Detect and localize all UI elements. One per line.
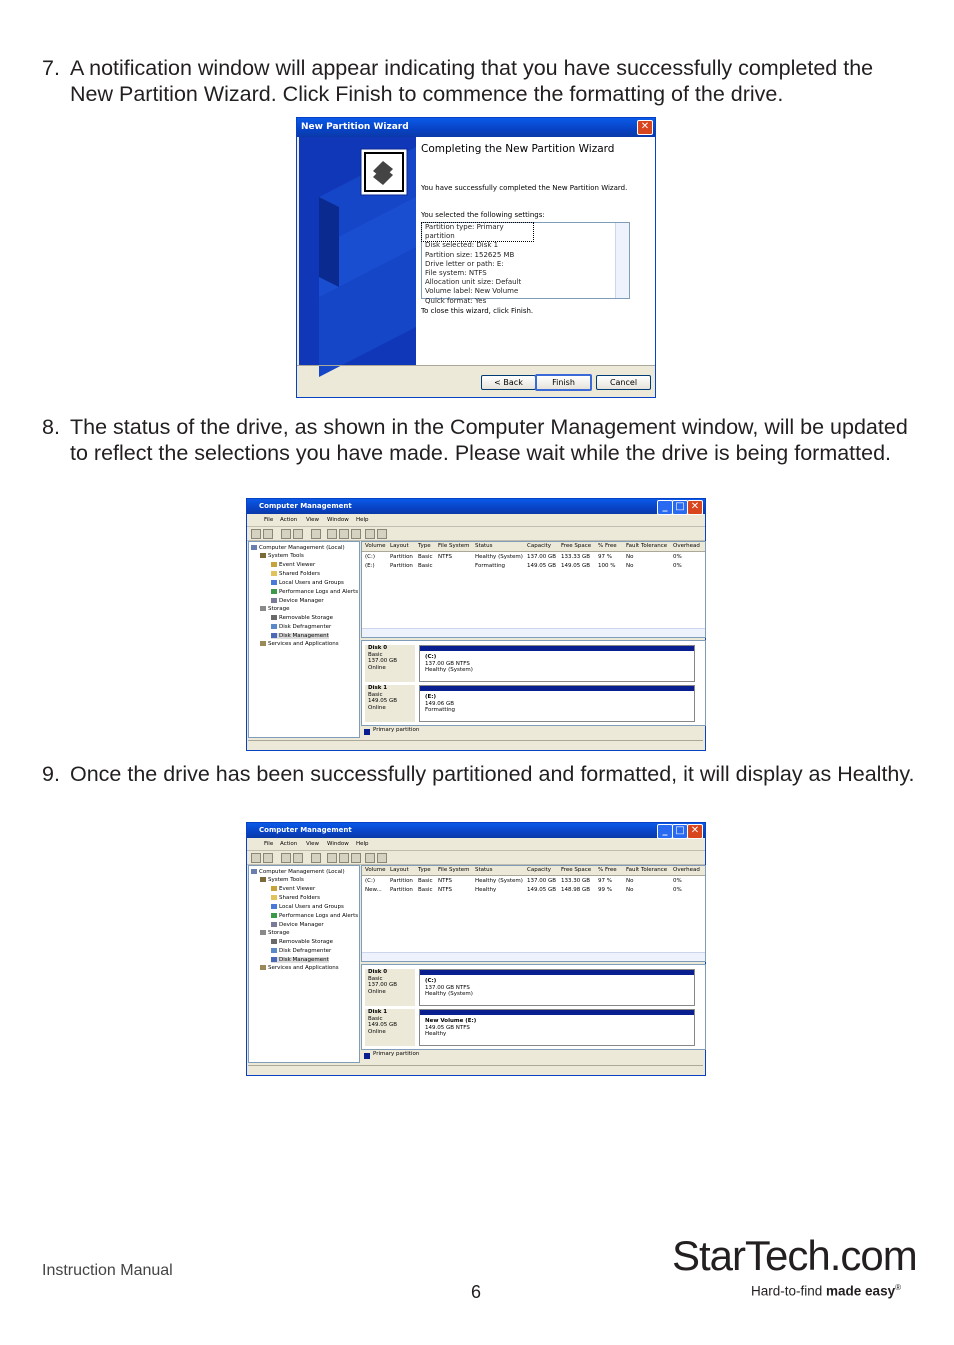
- volume-size: 149.05 GB NTFS: [425, 1024, 470, 1031]
- menu-file[interactable]: File: [264, 841, 274, 847]
- wizard-button-bar: [297, 365, 655, 398]
- zoom-icon[interactable]: [365, 853, 375, 863]
- step-number: 9.: [42, 762, 60, 786]
- back-button[interactable]: < Back: [481, 375, 536, 390]
- cancel-button[interactable]: Cancel: [596, 375, 651, 390]
- tree-item[interactable]: Disk Defragmenter: [271, 948, 331, 954]
- menu-action[interactable]: Action: [280, 517, 298, 523]
- tree-item[interactable]: Removable Storage: [271, 615, 333, 621]
- disk-stack-graphic: [299, 137, 416, 365]
- toolbar: [247, 527, 705, 541]
- column-header[interactable]: Status: [475, 543, 493, 549]
- cm-titlebar: [247, 499, 705, 514]
- column-header[interactable]: Layout: [390, 867, 409, 873]
- success-text: You have successfully completed the New Partition Wizard.: [421, 184, 628, 192]
- legend: [361, 1051, 704, 1061]
- legend-label: Primary partition: [373, 727, 420, 733]
- menu-file[interactable]: File: [264, 517, 274, 523]
- disk-info: [365, 645, 415, 682]
- step-8: [42, 414, 922, 466]
- tree-item[interactable]: Event Viewer: [271, 886, 315, 892]
- maximize-icon[interactable]: □: [672, 824, 688, 839]
- back-arrow-icon[interactable]: [251, 529, 261, 539]
- menu-help[interactable]: Help: [356, 517, 369, 523]
- tree-item[interactable]: Computer Management (Local): [251, 545, 345, 551]
- column-header[interactable]: % Free: [598, 867, 617, 873]
- column-header[interactable]: Type: [418, 543, 431, 549]
- back-arrow-icon[interactable]: [251, 853, 261, 863]
- disk-info: [365, 1009, 415, 1046]
- volume-block[interactable]: [419, 969, 695, 1006]
- disk-type: Basic: [368, 691, 383, 698]
- column-header[interactable]: Volume: [365, 867, 386, 873]
- menu-bar: [247, 514, 705, 527]
- table-row[interactable]: (C:) Partition Basic NTFS Healthy (System) 137.00 GB 133.30 GB 97 % No 0%: [365, 878, 682, 884]
- cm-title: Computer Management: [259, 502, 352, 510]
- properties-icon[interactable]: [311, 853, 321, 863]
- settings-item: Allocation unit size: Default: [425, 278, 522, 287]
- column-header[interactable]: Volume: [365, 543, 386, 549]
- maximize-icon[interactable]: □: [672, 500, 688, 515]
- volume-size: 149.06 GB: [425, 700, 455, 707]
- finish-button[interactable]: Finish: [535, 374, 592, 391]
- refresh-icon[interactable]: [377, 853, 387, 863]
- console-tree[interactable]: [248, 865, 360, 1063]
- menu-view[interactable]: View: [306, 517, 320, 523]
- disk-state: Online: [368, 704, 386, 711]
- legend-swatch: [364, 729, 370, 735]
- help-icon[interactable]: [327, 853, 337, 863]
- disk-1-panel[interactable]: [365, 1009, 695, 1046]
- tree-item[interactable]: System Tools: [260, 877, 304, 883]
- tree-item[interactable]: Shared Folders: [271, 571, 320, 577]
- column-header[interactable]: Fault Tolerance: [626, 543, 668, 549]
- zoom-icon[interactable]: [365, 529, 375, 539]
- settings-item: Quick format: Yes: [425, 296, 487, 305]
- legend: [361, 727, 704, 737]
- tree-item[interactable]: Services and Applications: [260, 641, 339, 647]
- tree-item[interactable]: Local Users and Groups: [271, 904, 344, 910]
- settings-item: Partition size: 152625 MB: [425, 250, 515, 259]
- close-icon[interactable]: ✕: [687, 824, 703, 839]
- tree-item-selected[interactable]: Disk Management: [271, 957, 329, 963]
- disk-name: Disk 0: [368, 645, 388, 651]
- volume-list[interactable]: [361, 541, 706, 638]
- volume-name: (C:): [425, 654, 437, 660]
- computer-management-screenshot-formatting: [246, 498, 706, 751]
- disk-info: [365, 685, 415, 722]
- selected-settings-label: You selected the following settings:: [421, 211, 545, 219]
- menu-help[interactable]: Help: [356, 841, 369, 847]
- disk-1-panel[interactable]: [365, 685, 695, 722]
- disk-graphical-view[interactable]: [361, 964, 706, 1050]
- open-icon[interactable]: [339, 853, 349, 863]
- disk-name: Disk 1: [368, 685, 388, 691]
- status-bar: [248, 1065, 703, 1074]
- minimize-icon[interactable]: _: [657, 824, 673, 839]
- disk-type: Basic: [368, 651, 383, 658]
- console-tree[interactable]: [248, 541, 360, 738]
- tree-item[interactable]: Storage: [260, 606, 290, 612]
- disk-size: 149.05 GB: [368, 698, 398, 704]
- primary-partition-bar: [420, 646, 694, 651]
- disk-size: 137.00 GB: [368, 982, 398, 988]
- up-folder-icon[interactable]: [281, 529, 291, 539]
- menu-action[interactable]: Action: [280, 841, 298, 847]
- column-header[interactable]: Capacity: [527, 543, 552, 549]
- tree-item[interactable]: Storage: [260, 930, 290, 936]
- disk-size: 149.05 GB: [368, 1022, 398, 1028]
- refresh-icon[interactable]: [377, 529, 387, 539]
- tree-item[interactable]: Shared Folders: [271, 895, 320, 901]
- step-9: [42, 761, 922, 787]
- horizontal-scrollbar[interactable]: [362, 628, 705, 637]
- page-number: 6: [471, 1282, 482, 1302]
- wizard-title: New Partition Wizard: [301, 122, 409, 132]
- tree-item[interactable]: Performance Logs and Alerts: [271, 589, 358, 595]
- disk-state: Online: [368, 1028, 386, 1035]
- wizard-body: [416, 137, 655, 365]
- menu-view[interactable]: View: [306, 841, 320, 847]
- tree-item[interactable]: Device Manager: [271, 922, 324, 928]
- tree-item[interactable]: Local Users and Groups: [271, 580, 344, 586]
- vertical-scrollbar[interactable]: [615, 223, 629, 298]
- menu-window[interactable]: Window: [327, 517, 349, 523]
- settings-list[interactable]: [421, 222, 630, 305]
- disk-icon[interactable]: [351, 529, 361, 539]
- primary-partition-bar: [420, 686, 694, 691]
- startech-logo: StarTech.com: [672, 1232, 917, 1279]
- volume-name: (C:): [425, 978, 437, 984]
- column-header[interactable]: Fault Tolerance: [626, 867, 668, 873]
- volume-size: 137.00 GB NTFS: [425, 660, 470, 667]
- column-header[interactable]: Overhead: [673, 543, 700, 549]
- minimize-icon[interactable]: _: [657, 500, 673, 515]
- disk-icon[interactable]: [351, 853, 361, 863]
- volume-name: New Volume (E:): [425, 1018, 477, 1024]
- close-instruction: To close this wizard, click Finish.: [421, 307, 534, 315]
- step-number: 7.: [42, 56, 60, 80]
- help-icon[interactable]: [327, 529, 337, 539]
- disk-state: Online: [368, 664, 386, 671]
- step-text: The status of the drive, as shown in the Computer Management window, will be updated to reflect the selections you have made. Please wait while the drive is being formatted.: [70, 415, 908, 465]
- tree-item-selected[interactable]: Disk Management: [271, 633, 329, 639]
- forward-arrow-icon[interactable]: [263, 529, 273, 539]
- step-text: Once the drive has been successfully partitioned and formatted, it will display as Healthy.: [70, 762, 915, 786]
- cm-title: Computer Management: [259, 826, 352, 834]
- column-header[interactable]: Free Space: [561, 867, 592, 873]
- disk-0-panel[interactable]: [365, 969, 695, 1006]
- footer-manual-label: Instruction Manual: [42, 1262, 173, 1279]
- column-header[interactable]: Overhead: [673, 867, 700, 873]
- computer-management-screenshot-healthy: [246, 822, 706, 1076]
- column-header[interactable]: Layout: [390, 543, 409, 549]
- column-header[interactable]: Free Space: [561, 543, 592, 549]
- tree-item[interactable]: Performance Logs and Alerts: [271, 913, 358, 919]
- volume-status: Healthy (System): [425, 667, 473, 673]
- disk-type: Basic: [368, 1015, 383, 1022]
- volume-block[interactable]: [419, 685, 695, 722]
- tree-item[interactable]: Services and Applications: [260, 965, 339, 971]
- disk-graphical-view[interactable]: [361, 640, 706, 726]
- cm-titlebar: [247, 823, 705, 838]
- status-bar: [248, 740, 703, 749]
- legend-swatch: [364, 1053, 370, 1059]
- wizard-banner: [299, 137, 416, 365]
- tree-item[interactable]: System Tools: [260, 553, 304, 559]
- show-hide-tree-icon[interactable]: [293, 529, 303, 539]
- disk-type: Basic: [368, 975, 383, 982]
- properties-icon[interactable]: [311, 529, 321, 539]
- up-folder-icon[interactable]: [281, 853, 291, 863]
- column-header[interactable]: File System: [438, 867, 470, 873]
- volume-status: Healthy: [425, 1031, 447, 1037]
- close-icon[interactable]: ✕: [637, 120, 653, 135]
- volume-status: Formatting: [425, 707, 456, 713]
- step-text: A notification window will appear indicating that you have successfully completed the New Partition Wizard. Click Finish to commence the formatting of the drive.: [70, 56, 874, 106]
- column-headers: [362, 866, 705, 876]
- wizard-heading: Completing the New Partition Wizard: [421, 143, 615, 155]
- step-number: 8.: [42, 415, 60, 439]
- table-row[interactable]: (C:) Partition Basic NTFS Healthy (System) 137.00 GB 133.33 GB 97 % No 0%: [365, 554, 682, 560]
- disk-info: [365, 969, 415, 1006]
- legend-label: Primary partition: [373, 1051, 420, 1057]
- step-7: [42, 55, 922, 107]
- settings-item: Partition type: Primary partition: [422, 223, 533, 241]
- horizontal-scrollbar[interactable]: [362, 952, 705, 961]
- table-row[interactable]: New... Partition Basic NTFS Healthy 149.05 GB 148.98 GB 99 % No 0%: [365, 887, 682, 893]
- tagline: Hard-to-find made easy®: [751, 1283, 901, 1299]
- tree-item[interactable]: Removable Storage: [271, 939, 333, 945]
- primary-partition-bar: [420, 1010, 694, 1015]
- disk-name: Disk 1: [368, 1009, 388, 1015]
- settings-item: Disk selected: Disk 1: [425, 241, 499, 250]
- tree-item[interactable]: Disk Defragmenter: [271, 624, 331, 630]
- column-header[interactable]: Status: [475, 867, 493, 873]
- column-header[interactable]: Type: [418, 867, 431, 873]
- settings-item: File system: NTFS: [425, 269, 487, 278]
- primary-partition-bar: [420, 970, 694, 975]
- settings-item: Volume label: New Volume: [425, 287, 519, 296]
- show-hide-tree-icon[interactable]: [293, 853, 303, 863]
- volume-block[interactable]: [419, 645, 695, 682]
- volume-size: 137.00 GB NTFS: [425, 984, 470, 991]
- tree-item[interactable]: Computer Management (Local): [251, 869, 345, 875]
- forward-arrow-icon[interactable]: [263, 853, 273, 863]
- wizard-titlebar: [297, 118, 655, 137]
- settings-item: Drive letter or path: E:: [425, 259, 504, 268]
- disk-0-panel[interactable]: [365, 645, 695, 682]
- menu-bar: [247, 838, 705, 851]
- volume-list[interactable]: [361, 865, 706, 962]
- column-header[interactable]: % Free: [598, 543, 617, 549]
- table-row[interactable]: (E:) Partition Basic Formatting 149.05 GB 149.05 GB 100 % No 0%: [365, 563, 682, 569]
- disk-size: 137.00 GB: [368, 658, 398, 664]
- volume-block[interactable]: [419, 1009, 695, 1046]
- volume-status: Healthy (System): [425, 991, 473, 997]
- disk-state: Online: [368, 988, 386, 995]
- volume-name: (E:): [425, 694, 436, 700]
- disk-name: Disk 0: [368, 969, 388, 975]
- tree-item[interactable]: Event Viewer: [271, 562, 315, 568]
- menu-window[interactable]: Window: [327, 841, 349, 847]
- column-header[interactable]: Capacity: [527, 867, 552, 873]
- toolbar: [247, 851, 705, 865]
- column-headers: [362, 542, 705, 552]
- open-icon[interactable]: [339, 529, 349, 539]
- tree-item[interactable]: Device Manager: [271, 598, 324, 604]
- close-icon[interactable]: ✕: [687, 500, 703, 515]
- new-partition-wizard-screenshot: [296, 117, 656, 398]
- column-header[interactable]: File System: [438, 543, 470, 549]
